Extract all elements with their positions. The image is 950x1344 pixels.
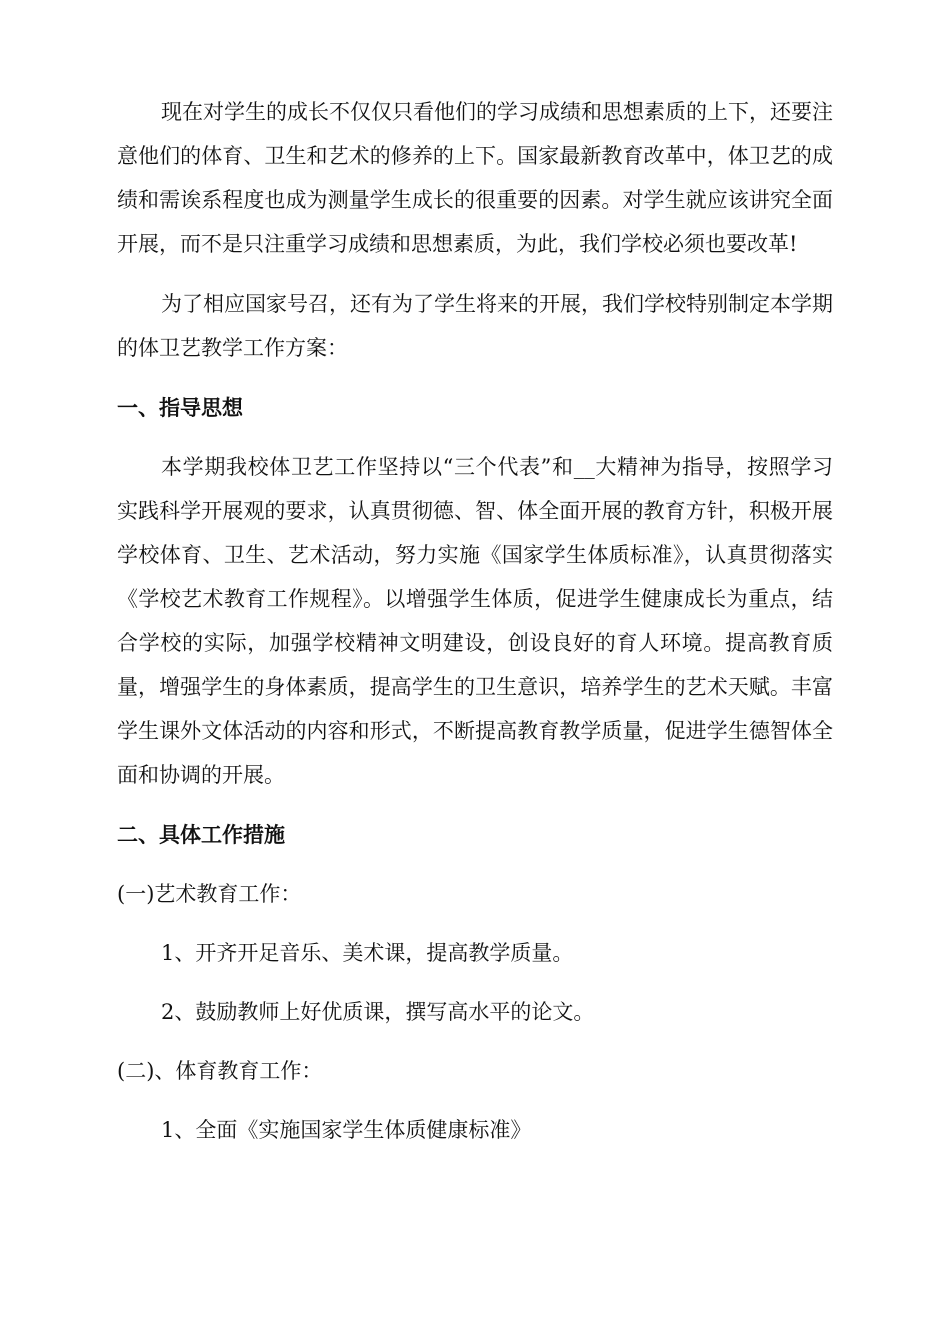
subsection-title-pe-education: (二)、体育教育工作：: [117, 1059, 323, 1083]
subsection-title-art-education: (一)艺术教育工作：: [117, 882, 302, 906]
section-heading-measures: 二、具体工作措施: [117, 823, 285, 847]
list-item: 1、全面《实施国家学生体质健康标准》: [161, 1118, 532, 1142]
list-item: 1、开齐开足音乐、美术课，提高教学质量。: [161, 941, 574, 965]
guiding-ideology-paragraph: 本学期我校体卫艺工作坚持以“三个代表”和__大精神为指导，按照学习实践科学开展观的要求，认真贯彻德、智、体全面开展的教育方针，积极开展学校体育、卫生、艺术活动，努力实施《国家学生体质标准》，认真贯彻落实《学校艺术教育工作规程》。以增强学生体质，促进学生健康成长为重点，结合学校的实际，加强学校精神文明建设，创设良好的育人环境。提高教育质量，增强学生的身体素质，提高学生的卫生意识，培养学生的艺术天赋。丰富学生课外文体活动的内容和形式，不断提高教育教学质量，促进学生德智体全面和协调的开展。: [117, 455, 833, 787]
section-heading-guiding-ideology: 一、指导思想: [117, 396, 243, 420]
list-item: 2、鼓励教师上好优质课，撰写高水平的论文。: [161, 1000, 595, 1024]
intro-paragraph: 现在对学生的成长不仅仅只看他们的学习成绩和思想素质的上下，还要注意他们的体育、卫生和艺术的修养的上下。国家最新教育改革中，体卫艺的成绩和需诶系程度也成为测量学生成长的很重要的因素。对学生就应该讲究全面开展，而不是只注重学习成绩和思想素质，为此，我们学校必须也要改革!: [117, 100, 833, 256]
document-body: [117, 90, 833, 1152]
purpose-paragraph: 为了相应国家号召，还有为了学生将来的开展，我们学校特别制定本学期的体卫艺教学工作方案：: [117, 292, 833, 360]
